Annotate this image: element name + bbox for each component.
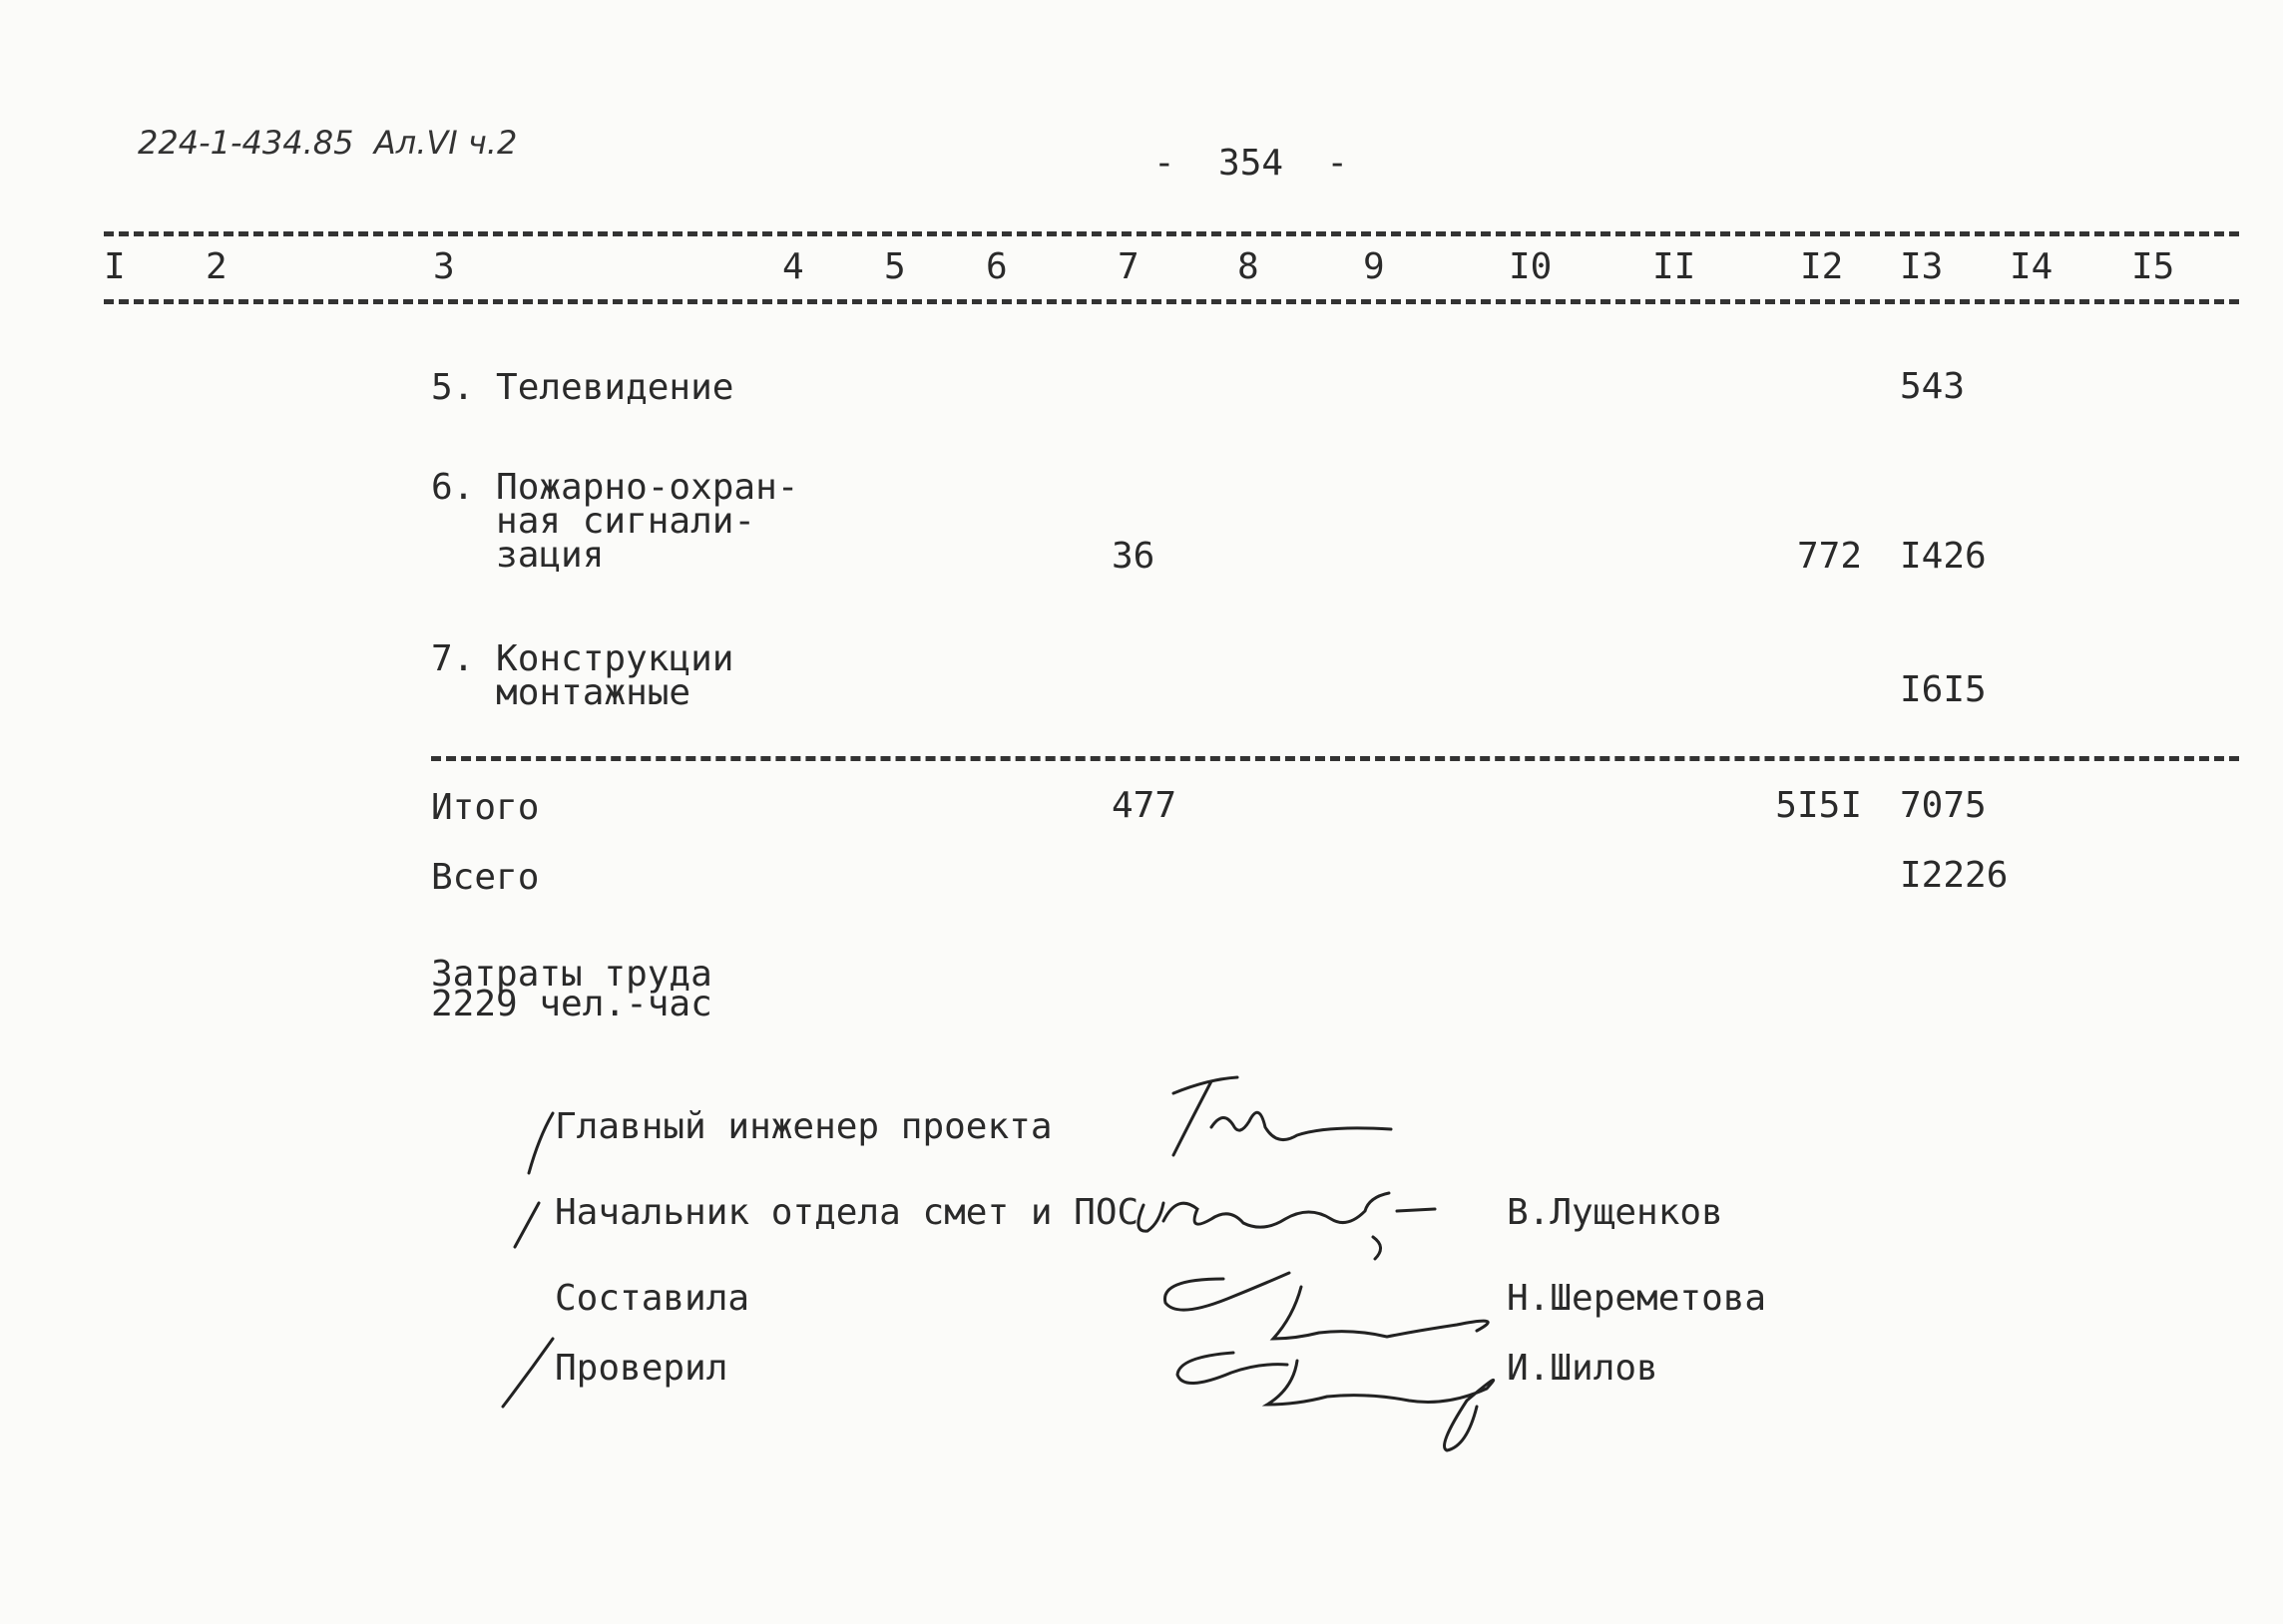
column-header: I [104, 246, 126, 287]
itogo-col7: 477 [1112, 785, 1177, 826]
vsego-label: Всего [431, 857, 540, 898]
row-col12: 772 [1796, 536, 1862, 577]
column-header: 8 [1237, 246, 1259, 287]
signature-shilov [1177, 1353, 1494, 1450]
row-col13: I6I5 [1900, 669, 1987, 710]
signature-name: Н.Шереметова [1507, 1278, 1767, 1319]
tick-mark [515, 1203, 539, 1247]
column-header: 9 [1363, 246, 1385, 287]
column-header: 5 [884, 246, 906, 287]
column-header: 6 [986, 246, 1008, 287]
column-header: I2 [1800, 246, 1844, 287]
column-header: I0 [1509, 246, 1553, 287]
tick-mark [503, 1339, 553, 1407]
row-col13: I426 [1900, 536, 1987, 577]
vsego-col13: I2226 [1900, 855, 2009, 896]
row-col7: 36 [1112, 536, 1155, 577]
signature-glavny [1173, 1077, 1391, 1155]
document-code: 224-1-434.85 Ал.VI ч.2 [138, 124, 518, 162]
column-header: 2 [206, 246, 228, 287]
signature-role: Составила [555, 1278, 750, 1319]
labor-cost: Затраты труда 2229 чел.-час [431, 954, 712, 1024]
signature-lushchenkov [1139, 1193, 1435, 1259]
column-header: I4 [2010, 246, 2054, 287]
signature-name: И.Шилов [1507, 1348, 1658, 1389]
column-header: 4 [782, 246, 804, 287]
column-header: I3 [1900, 246, 1944, 287]
signature-role: Начальник отдела смет и ПОС [555, 1192, 1140, 1233]
row-label: 6. Пожарно-охран- ная сигнали- зация [431, 467, 799, 576]
row-label: 7. Конструкции монтажные [431, 638, 734, 713]
tick-mark [529, 1113, 553, 1173]
column-header: I5 [2131, 246, 2175, 287]
itogo-col13: 7075 [1900, 785, 1987, 826]
row-label: 5. Телевидение [431, 367, 734, 408]
signature-sheremetova [1164, 1273, 1488, 1339]
itogo-label: Итого [431, 787, 540, 828]
signature-role: Проверил [555, 1348, 728, 1389]
column-header: 3 [433, 246, 455, 287]
column-header: 7 [1118, 246, 1140, 287]
signature-name: В.Лущенков [1507, 1192, 1723, 1233]
row-col13: 543 [1900, 366, 1966, 407]
column-header: II [1652, 246, 1696, 287]
signature-role: Главный инженер проекта [555, 1106, 1053, 1147]
itogo-col12: 5I5I [1775, 785, 1862, 826]
page-number: - 354 - [1153, 143, 1349, 184]
